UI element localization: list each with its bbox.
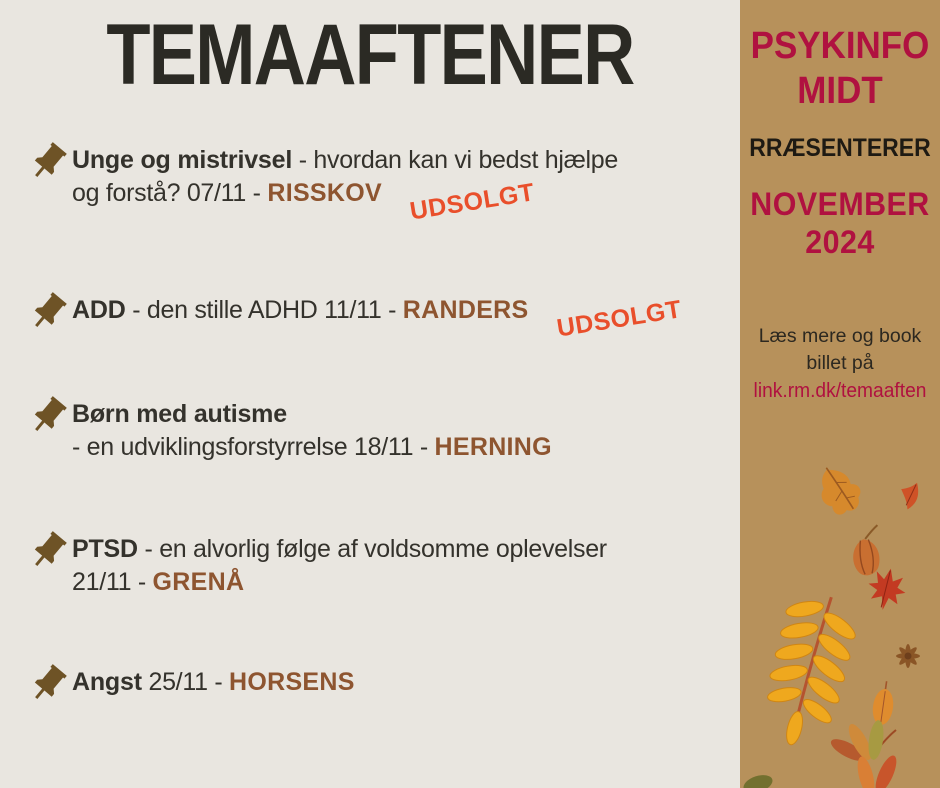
event-desc: - hvordan kan vi bedst hjælpe: [292, 146, 618, 174]
event-desc: 25/11 -: [141, 668, 229, 696]
event-item-3: [26, 398, 726, 464]
event-title: Unge og mistrivsel: [72, 146, 293, 174]
sidebar: [740, 0, 940, 788]
event-location: HORSENS: [229, 668, 355, 696]
event-item-5: [26, 666, 726, 706]
event-desc: - en alvorlig følge af voldsomme oplevelser: [137, 535, 607, 563]
event-location: GRENÅ: [152, 568, 245, 596]
brand-title: [748, 24, 932, 114]
booking-info-line2: billet på: [806, 352, 874, 374]
creeper-leaf-icon: [828, 719, 901, 788]
event-text: [70, 666, 355, 699]
brand-line2: MIDT: [797, 70, 883, 112]
event-location: RISSKOV: [267, 179, 382, 207]
event-item-2: [26, 294, 726, 343]
event-title: Børn med autisme: [72, 400, 287, 428]
booking-info-line1: Læs mere og book: [758, 325, 922, 347]
event-text: [70, 533, 607, 599]
star-anise-icon: [896, 644, 920, 668]
red-leaf-fragment-icon: [894, 478, 924, 511]
presents-label: RRÆSENTERER: [749, 134, 931, 162]
pushpin-icon: [26, 394, 70, 438]
physalis-pod-icon: [849, 525, 884, 577]
event-text: [70, 144, 618, 226]
pushpin-icon: [26, 140, 70, 184]
booking-link[interactable]: link.rm.dk/temaaften: [753, 380, 927, 402]
pushpin-icon: [26, 529, 70, 573]
month-label: [745, 185, 935, 261]
leaf-edge-fragment: [741, 772, 774, 788]
event-text: [70, 294, 683, 343]
oak-leaf-icon: [808, 459, 868, 521]
event-date-line: - en udviklingsforstyrrelse 18/11 -: [72, 433, 435, 461]
brand-line1: PSYKINFO: [750, 25, 930, 67]
event-location: RANDERS: [402, 296, 529, 324]
autumn-leaves-decoration: [740, 440, 940, 788]
orange-leaf-icon: [871, 680, 897, 726]
event-title: ADD: [72, 296, 126, 324]
event-item-1: [26, 144, 726, 226]
rowan-leaf-icon: [752, 587, 865, 754]
event-item-4: [26, 533, 726, 599]
event-text: [70, 398, 552, 464]
event-desc: - den stille ADHD 11/11 -: [125, 296, 403, 324]
event-title: PTSD: [72, 535, 138, 563]
month-line1: NOVEMBER: [750, 186, 930, 222]
event-date-line: 21/11 -: [72, 568, 153, 596]
pushpin-icon: [26, 290, 70, 334]
event-location: HERNING: [434, 433, 552, 461]
event-title: Angst: [72, 668, 142, 696]
soldout-badge: UDSOLGT: [407, 178, 537, 226]
booking-info: [740, 323, 940, 377]
page-title: TEMAAFTENER: [106, 7, 634, 103]
soldout-badge: UDSOLGT: [554, 295, 683, 343]
event-date-line: og forstå? 07/11 -: [72, 179, 268, 207]
pushpin-icon: [26, 662, 70, 706]
month-line2: 2024: [805, 224, 875, 260]
